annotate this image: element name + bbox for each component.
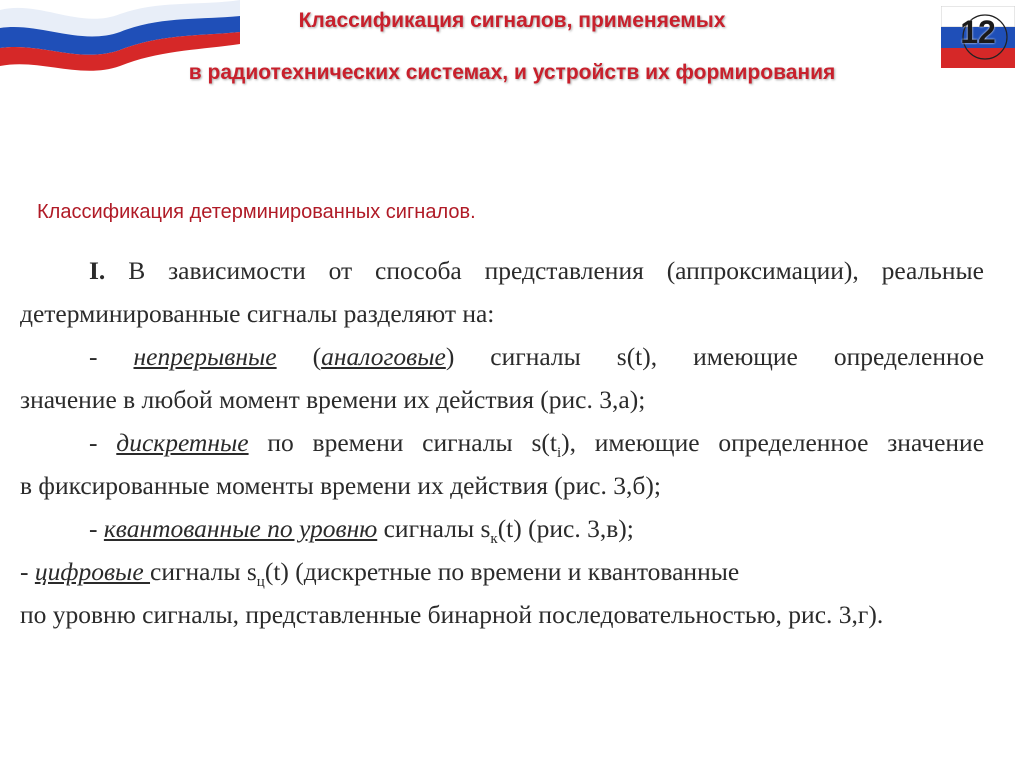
- slide-number: 12: [960, 14, 996, 50]
- paragraph-1-text: В зависимости от способа представления (аппроксимации), реальные: [128, 256, 985, 285]
- slide-title-line-1: Классификация сигналов, применяемых: [298, 9, 726, 32]
- term-quantized: квантованные по уровню: [103, 514, 378, 543]
- slide-title-line-2: в радиотехнических системах, и устройств их формирования: [188, 61, 836, 84]
- item-continuous-text: ) сигналы s(t), имеющие определенное: [445, 342, 985, 371]
- paragraph-1-line-1: [20, 249, 984, 292]
- subscript-k: к: [490, 531, 498, 548]
- term-discrete: дискретные: [116, 428, 249, 457]
- item-discrete-text: ), имеющие определенное значение: [561, 428, 985, 457]
- item-continuous-line-1: [20, 335, 984, 378]
- item-digital-pre: сигналы s: [150, 557, 257, 586]
- item-quantized-pre: сигналы s: [377, 514, 491, 543]
- bullet-dash: -: [89, 514, 98, 543]
- bullet-dash: -: [20, 557, 35, 586]
- paragraph-1-line-2: детерминированные сигналы разделяют на:: [20, 299, 495, 328]
- item-discrete-pre: по времени сигналы s(t: [248, 428, 557, 457]
- slide-body: [20, 249, 984, 636]
- term-analog: аналоговые: [321, 342, 446, 371]
- bullet-dash: -: [89, 342, 98, 371]
- item-quantized-line: [20, 507, 984, 550]
- item-digital-text: (t) (дискретные по времени и квантованные: [264, 557, 740, 586]
- item-quantized-text: (t) (рис. 3,в);: [497, 514, 634, 543]
- subscript-i: i: [556, 445, 562, 462]
- item-digital-line-2: по уровню сигналы, представленные бинарной последовательностью, рис. 3,г).: [20, 600, 884, 629]
- bullet-dash: -: [89, 428, 98, 457]
- subscript-ts: ц: [256, 574, 265, 591]
- item-digital-line-1: [20, 550, 984, 593]
- item-discrete-line-2: в фиксированные моменты времени их действия (рис. 3,б);: [20, 471, 661, 500]
- paren-open: (: [276, 342, 322, 371]
- section-subtitle: Классификация детерминированных сигналов.: [37, 201, 476, 223]
- term-continuous: непрерывные: [133, 342, 277, 371]
- item-discrete-line-1: [20, 421, 984, 464]
- item-continuous-line-2: значение в любой момент времени их действия (рис. 3,а);: [20, 385, 646, 414]
- section-number: I.: [89, 256, 106, 285]
- term-digital: цифровые: [34, 557, 151, 586]
